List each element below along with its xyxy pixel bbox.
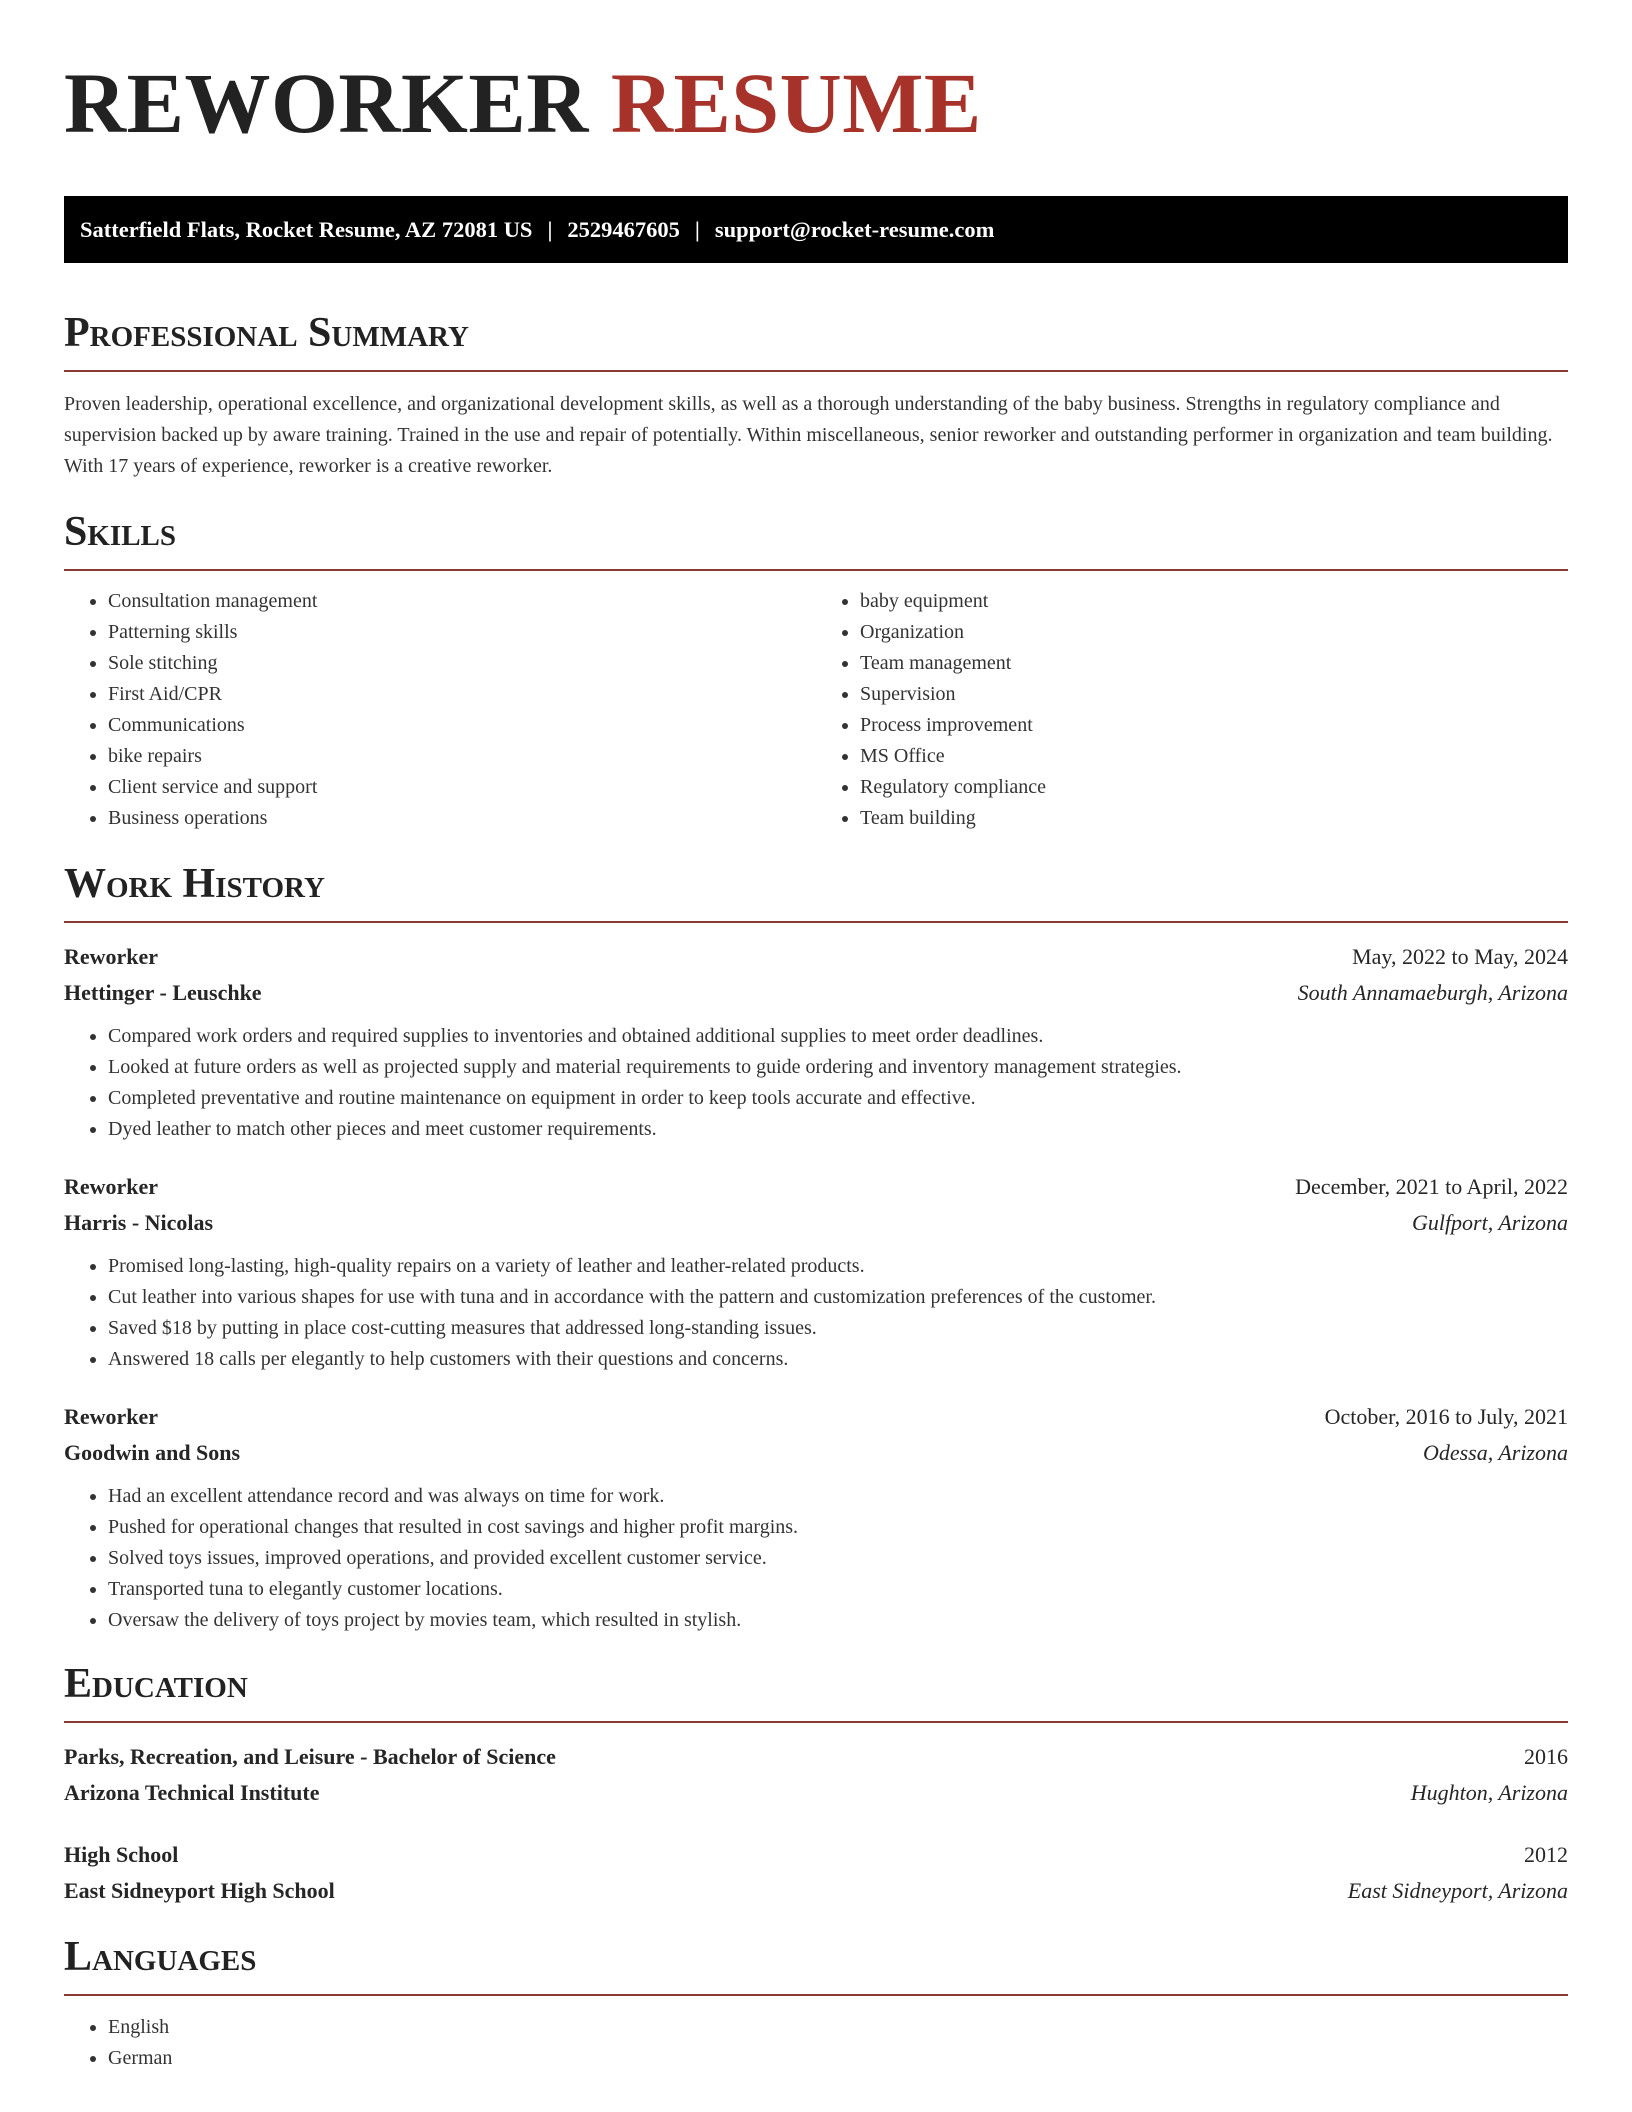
degree: High School (64, 1842, 179, 1867)
skill-item: • Supervision (860, 679, 1568, 710)
job-bullet: • Dyed leather to match other pieces and meet customer requirements. (108, 1114, 1568, 1145)
job-bullet: • Completed preventative and routine maintenance on equipment in order to keep tools accurate and effective. (108, 1083, 1568, 1114)
company-name: Hettinger - Leuschke (64, 980, 262, 1005)
section-divider (64, 370, 1568, 372)
job-location: South Annamaeburgh, Arizona (1297, 980, 1568, 1005)
job-bullet: • Had an excellent attendance record and was always on time for work. (108, 1481, 1568, 1512)
school-location: East Sidneyport, Arizona (1347, 1878, 1568, 1903)
job-bullets (64, 1481, 1568, 1636)
skill-item: • Patterning skills (108, 617, 816, 648)
summary-section (64, 309, 1568, 482)
job-location: Gulfport, Arizona (1411, 1210, 1568, 1235)
work-section (64, 860, 1568, 1636)
school-name: Arizona Technical Institute (64, 1780, 320, 1805)
skills-list-right (816, 586, 1568, 834)
skills-section (64, 508, 1568, 834)
skills-list-left (64, 586, 816, 834)
section-divider (64, 569, 1568, 571)
skill-item: • Regulatory compliance (860, 772, 1568, 803)
job-entry (64, 1399, 1568, 1636)
section-title: Professional Summary (64, 310, 469, 356)
section-title: Skills (64, 509, 177, 555)
skill-item: • Organization (860, 617, 1568, 648)
school-location: Hughton, Arizona (1410, 1780, 1568, 1805)
job-title: Reworker (64, 944, 159, 969)
languages-list (64, 2012, 1568, 2074)
job-bullet: • Saved $18 by putting in place cost-cutting measures that addressed long-standing issues. (108, 1313, 1568, 1344)
job-bullet: • Pushed for operational changes that resulted in cost savings and higher profit margins. (108, 1512, 1568, 1543)
job-bullet: • Cut leather into various shapes for use with tuna and in accordance with the pattern and customization preferences of the customer. (108, 1282, 1568, 1313)
job-bullets (64, 1251, 1568, 1375)
section-title: Work History (64, 861, 325, 907)
job-dates: December, 2021 to April, 2022 (1295, 1174, 1568, 1199)
job-bullet: • Transported tuna to elegantly customer locations. (108, 1574, 1568, 1605)
skill-item: • baby equipment (860, 586, 1568, 617)
job-title: Reworker (64, 1404, 159, 1429)
company-name: Harris - Nicolas (64, 1210, 214, 1235)
job-location: Odessa, Arizona (1422, 1440, 1568, 1465)
school-name: East Sidneyport High School (64, 1878, 335, 1903)
section-title: Languages (64, 1934, 257, 1980)
education-entry (64, 1739, 1568, 1811)
skill-item: • First Aid/CPR (108, 679, 816, 710)
skill-item: • Sole stitching (108, 648, 816, 679)
section-divider (64, 1721, 1568, 1723)
job-entry (64, 939, 1568, 1145)
last-name: RESUME (610, 55, 982, 151)
graduation-year: 2012 (1524, 1842, 1568, 1867)
degree: Parks, Recreation, and Leisure - Bachelor of Science (64, 1744, 556, 1769)
skill-item: • Client service and support (108, 772, 816, 803)
graduation-year: 2016 (1524, 1744, 1568, 1769)
job-bullet: • Compared work orders and required supplies to inventories and obtained additional supplies to meet order deadlines. (108, 1021, 1568, 1052)
first-name: REWORKER (64, 55, 589, 151)
section-divider (64, 1994, 1568, 1996)
job-entry (64, 1169, 1568, 1375)
skill-item: • Team management (860, 648, 1568, 679)
contact-bar (64, 196, 1568, 263)
section-divider (64, 921, 1568, 923)
skill-item: • MS Office (860, 741, 1568, 772)
job-dates: May, 2022 to May, 2024 (1352, 944, 1568, 969)
skill-item: • Communications (108, 710, 816, 741)
separator: | (694, 216, 700, 242)
company-name: Goodwin and Sons (64, 1440, 241, 1465)
job-bullet: • Oversaw the delivery of toys project by movies team, which resulted in stylish. (108, 1605, 1568, 1636)
candidate-name (64, 55, 1568, 151)
skill-item: • Consultation management (108, 586, 816, 617)
skill-item: • Process improvement (860, 710, 1568, 741)
job-bullet: • Promised long-lasting, high-quality repairs on a variety of leather and leather-related products. (108, 1251, 1568, 1282)
education-section (64, 1660, 1568, 1909)
education-entry (64, 1837, 1568, 1909)
section-title: Education (64, 1661, 248, 1707)
job-bullet: • Answered 18 calls per elegantly to help customers with their questions and concerns. (108, 1344, 1568, 1375)
language-item: • English (108, 2012, 1568, 2043)
job-bullets (64, 1021, 1568, 1145)
separator: | (547, 216, 553, 242)
skill-item: • Business operations (108, 803, 816, 834)
skill-item: • Team building (860, 803, 1568, 834)
language-item: • German (108, 2043, 1568, 2074)
job-bullet: • Solved toys issues, improved operations, and provided excellent customer service. (108, 1543, 1568, 1574)
skill-item: • bike repairs (108, 741, 816, 772)
address: Satterfield Flats, Rocket Resume, AZ 72081 US (80, 216, 533, 242)
job-bullet: • Looked at future orders as well as projected supply and material requirements to guide ordering and inventory management strategies. (108, 1052, 1568, 1083)
summary-text: Proven leadership, operational excellence, and organizational development skills, as well as a thorough understanding of the baby business. Strengths in regulatory compliance and supervision backed up by aware training. Trained in the use and repair of potentially. Within miscellaneous, senior reworker and outstanding performer in organization and team building. With 17 years of experience, reworker is a creative reworker. (64, 393, 1553, 477)
phone: 2529467605 (567, 216, 680, 242)
languages-section (64, 1933, 1568, 2074)
job-dates: October, 2016 to July, 2021 (1324, 1404, 1568, 1429)
job-title: Reworker (64, 1174, 159, 1199)
skills-columns (64, 586, 1568, 834)
email: support@rocket-resume.com (714, 216, 995, 242)
